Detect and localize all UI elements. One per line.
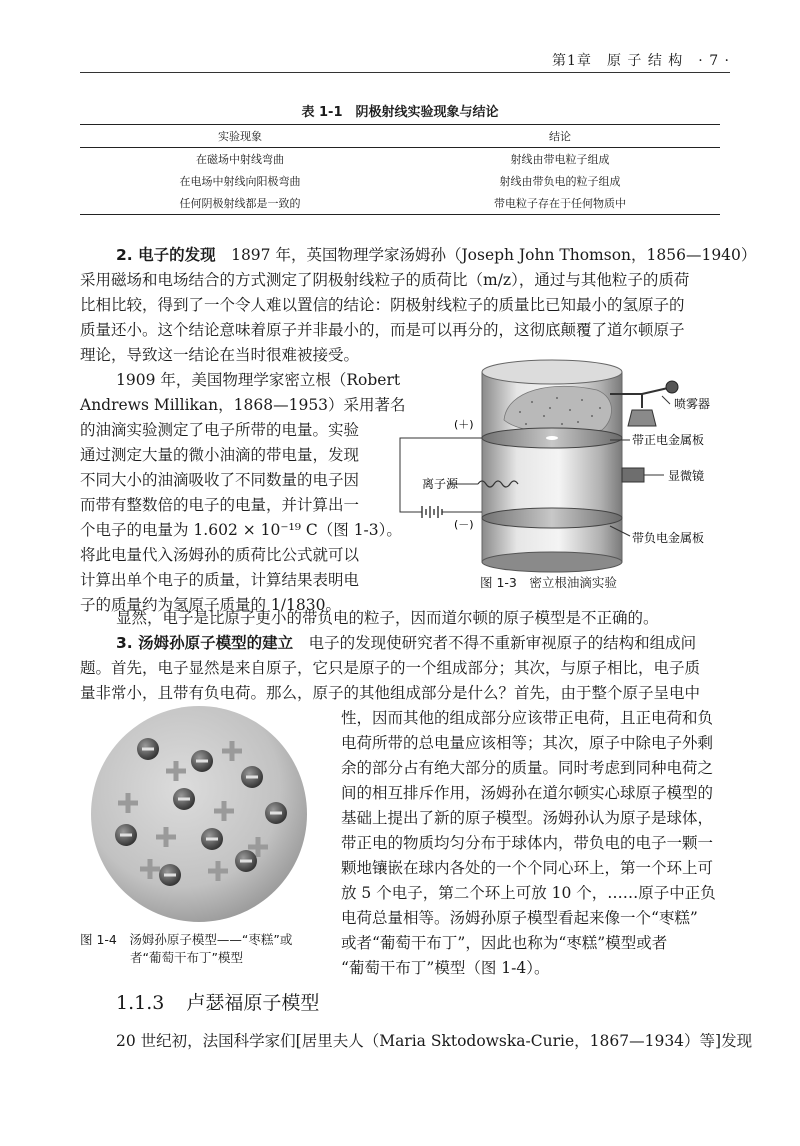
conclusion-line: 显然，电子是比原子更小的带负电的粒子，因而道尔顿的原子模型是不正确的。 [116,609,659,627]
ion-source-label: 离子源 [422,477,459,491]
section2-text-line2: 采用磁场和电场结合的方式测定了阴极射线粒子的质荷比（m/z），通过与其他粒子的质荷 [80,271,690,289]
millikan-line: 个电子的电量为 1.602 × 10⁻¹⁹ C（图 1-3）。 [80,521,402,539]
table-header-phenomenon: 实验现象 [218,130,262,143]
table-header-conclusion: 结论 [549,130,571,143]
section3-right-line: 或者“葡萄干布丁”，因此也称为“枣糕”模型或者 [341,934,668,952]
section3-right-line: 基础上提出了新的原子模型。汤姆孙认为原子是球体， [341,809,714,827]
plate-hole [546,436,558,440]
experiment-table [80,124,720,215]
section-number: 1.1.3 [116,992,165,1014]
table-row [80,192,720,215]
figure-1-4-caption-line2: 者“葡萄干布丁”模型 [130,950,243,965]
section3-text-line1: 电子的发现使研究者不得不重新审视原子的结构和组成问 [293,634,697,652]
electron-icon [235,850,257,872]
electron-icon [201,828,223,850]
section3-heading: 3. 汤姆孙原子模型的建立 [116,634,294,652]
section-1-1-3-heading [116,988,319,1015]
section3-right-line: 电荷所带的总电量应该相等；其次，原子中除电子外剩 [341,734,714,752]
table-cell: 在电场中射线向阳极弯曲 [179,175,301,188]
figure-1-4-caption-line1: 图 1-4 汤姆孙原子模型——“枣糕”或 [80,932,293,947]
table-header-row [80,125,720,148]
microscope-eyepiece [622,468,644,482]
millikan-line: 而带有整数倍的电子的电量，并计算出一 [80,496,360,514]
section2-text-line5: 理论，导致这一结论在当时很难被接受。 [80,346,360,364]
section3-right-line: 颗地镶嵌在球内各处的一个个同心环上，第一个环上可 [341,859,714,877]
millikan-line: Andrews Millikan，1868—1953）采用著名 [80,396,406,414]
table-row [80,170,720,192]
plum-pudding-figure [88,703,310,925]
millikan-line: 将此电量代入汤姆孙的质荷比公式就可以 [80,546,360,564]
millikan-line: 的油滴实验测定了电子所带的电量。实验 [80,421,360,439]
section3-right-line: 电荷总量相等。汤姆孙原子模型看起来像一个“枣糕” [341,909,698,927]
section2-text-line3: 比相比较，得到了一个令人难以置信的结论：阴极射线粒子的质量比已知最小的氢原子的 [80,296,685,314]
section3-right-line: 带正电的物质均匀分布于球体内，带负电的电子一颗一 [341,834,714,852]
cylinder-bottom [482,552,622,572]
table-cell: 在磁场中射线弯曲 [196,153,284,166]
negative-plate-label: 带负电金属板 [632,531,705,545]
atomizer-bulb [666,381,678,393]
table-cell: 射线由带负电的粒子组成 [499,175,621,188]
section2-paragraph-line1 [116,242,756,268]
section3-right-line: 间的相互排斥作用，汤姆孙在道尔顿实心球原子模型的 [341,784,714,802]
electron-icon [159,864,181,886]
running-title: 第1章 原 子 结 构 · 7 · [552,53,730,69]
section3-right-line: 放 5 个电子，第二个环上可放 10 个，……原子中正负 [341,884,716,902]
section2-text-line4: 质量还小。这个结论意味着原子并非最小的，而是可以再分的，这彻底颠覆了道尔顿原子 [80,321,685,339]
section113-text-line1: 20 世纪初，法国科学家们[居里夫人（Maria Sktodowska-Curie，1867—1934）等]发现 [116,1032,753,1050]
section3-right-line: 性，因而其他的组成部分应该带正电荷，且正电荷和负 [341,709,714,727]
cylinder-top [482,360,622,384]
electron-icon [173,788,195,810]
table-cell: 带电粒子存在于任何物质中 [494,197,626,210]
millikan-line: 子的质量约为氢原子质量的 1/1830。 [80,596,341,614]
section3-right-line: “葡萄干布丁”模型（图 1-4）。 [341,959,550,977]
table-cell: 射线由带电粒子组成 [510,153,610,166]
battery-icon [422,506,442,518]
section2-text-line1: 1897 年，英国物理学家汤姆孙（Joseph John Thomson，1856—1940） [215,246,757,264]
section-title: 卢瑟福原子模型 [186,992,320,1014]
positive-terminal-label: (＋) [454,418,474,431]
millikan-apparatus-figure [392,350,728,575]
millikan-line: 不同大小的油滴吸收了不同数量的电子因 [80,471,360,489]
running-head [80,46,730,73]
table-row [80,148,720,171]
electron-icon [191,750,213,772]
section3-right-line: 余的部分占有绝大部分的质量。同时考虑到同种电荷之 [341,759,714,777]
millikan-line: 通过测定大量的微小油滴的带电量，发现 [80,446,360,464]
atomizer-label: 喷雾器 [674,397,711,411]
table-cell: 任何阴极射线都是一致的 [179,197,301,210]
section3-paragraph-line1 [116,630,696,656]
section2-heading: 2. 电子的发现 [116,246,216,264]
millikan-line: 1909 年，美国物理学家密立根（Robert [116,371,401,389]
circuit-wire [400,438,482,512]
electron-icon [265,802,287,824]
electron-icon [137,738,159,760]
microscope-label: 显微镜 [668,469,705,483]
figure-1-3-caption: 图 1-3 密立根油滴实验 [480,575,617,590]
positive-plate-label: 带正电金属板 [632,433,705,447]
electron-icon [241,766,263,788]
millikan-line: 计算出单个电子的质量，计算结果表明电 [80,571,360,589]
table-caption: 表 1-1 阴极射线实验现象与结论 [301,105,499,120]
electron-icon [115,824,137,846]
negative-plate [482,508,622,528]
atomizer-bottle [628,410,656,426]
section3-text-line3: 量非常小，且带有负电荷。那么，原子的其他组成部分是什么？首先，由于整个原子呈电中 [80,684,701,702]
negative-terminal-label: (－) [454,518,474,531]
section3-text-line2: 题。首先，电子显然是来自原子，它只是原子的一个组成部分；其次，与原子相比，电子质 [80,659,701,677]
